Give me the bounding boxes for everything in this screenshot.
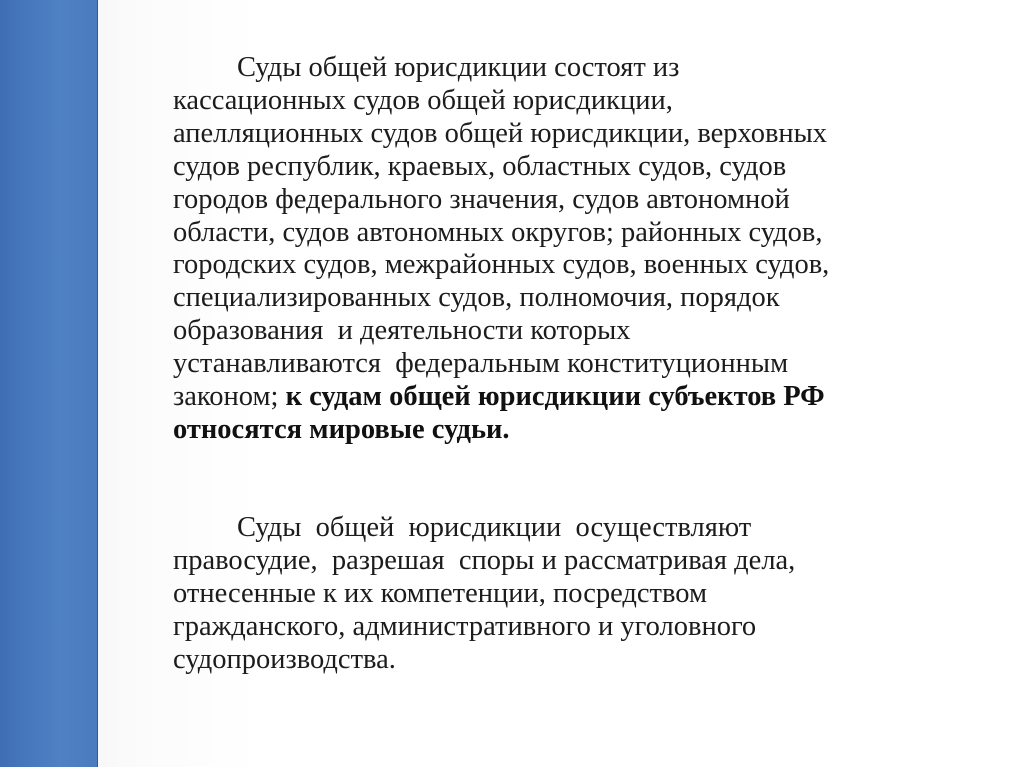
- text-line: Суды общей юрисдикции состоят из: [237, 52, 680, 83]
- text-line: городов федерального значения, судов автономной: [173, 183, 790, 215]
- slide-body: [173, 52, 973, 676]
- bold-emphasis-text: к судам общей юрисдикции субъектов РФ: [285, 381, 825, 413]
- text-line: судов республик, краевых, областных судов, судов: [173, 150, 787, 182]
- text-line: специализированных судов, полномочия, порядок: [173, 282, 780, 314]
- paragraph-courts-composition: [173, 52, 973, 447]
- text-line: правосудие, разрешая споры и рассматривая дела,: [173, 544, 796, 576]
- paragraph-courts-function: [173, 512, 973, 677]
- text-line-mixed: [173, 381, 973, 414]
- text-line: образования и деятельности которых: [173, 315, 631, 347]
- text-line: городских судов, межрайонных судов, военных судов,: [173, 249, 830, 281]
- text-line: области, судов автономных округов; районных судов,: [173, 216, 823, 248]
- bold-emphasis-line: относятся мировые судьи.: [173, 413, 510, 445]
- text-line: кассационных судов общей юрисдикции,: [173, 84, 673, 116]
- text-line: апелляционных судов общей юрисдикции, верховных: [173, 117, 828, 149]
- text-line: Суды общей юрисдикции осуществляют: [237, 511, 752, 543]
- text-line: судопроизводства.: [173, 643, 396, 675]
- text-line: отнесенные к их компетенции, посредством: [173, 577, 708, 609]
- text-line: устанавливаются федеральным конституционным: [173, 348, 789, 380]
- plain-text: законом;: [173, 381, 286, 413]
- blue-side-band: [0, 0, 98, 767]
- text-line: гражданского, административного и уголовного: [173, 610, 757, 642]
